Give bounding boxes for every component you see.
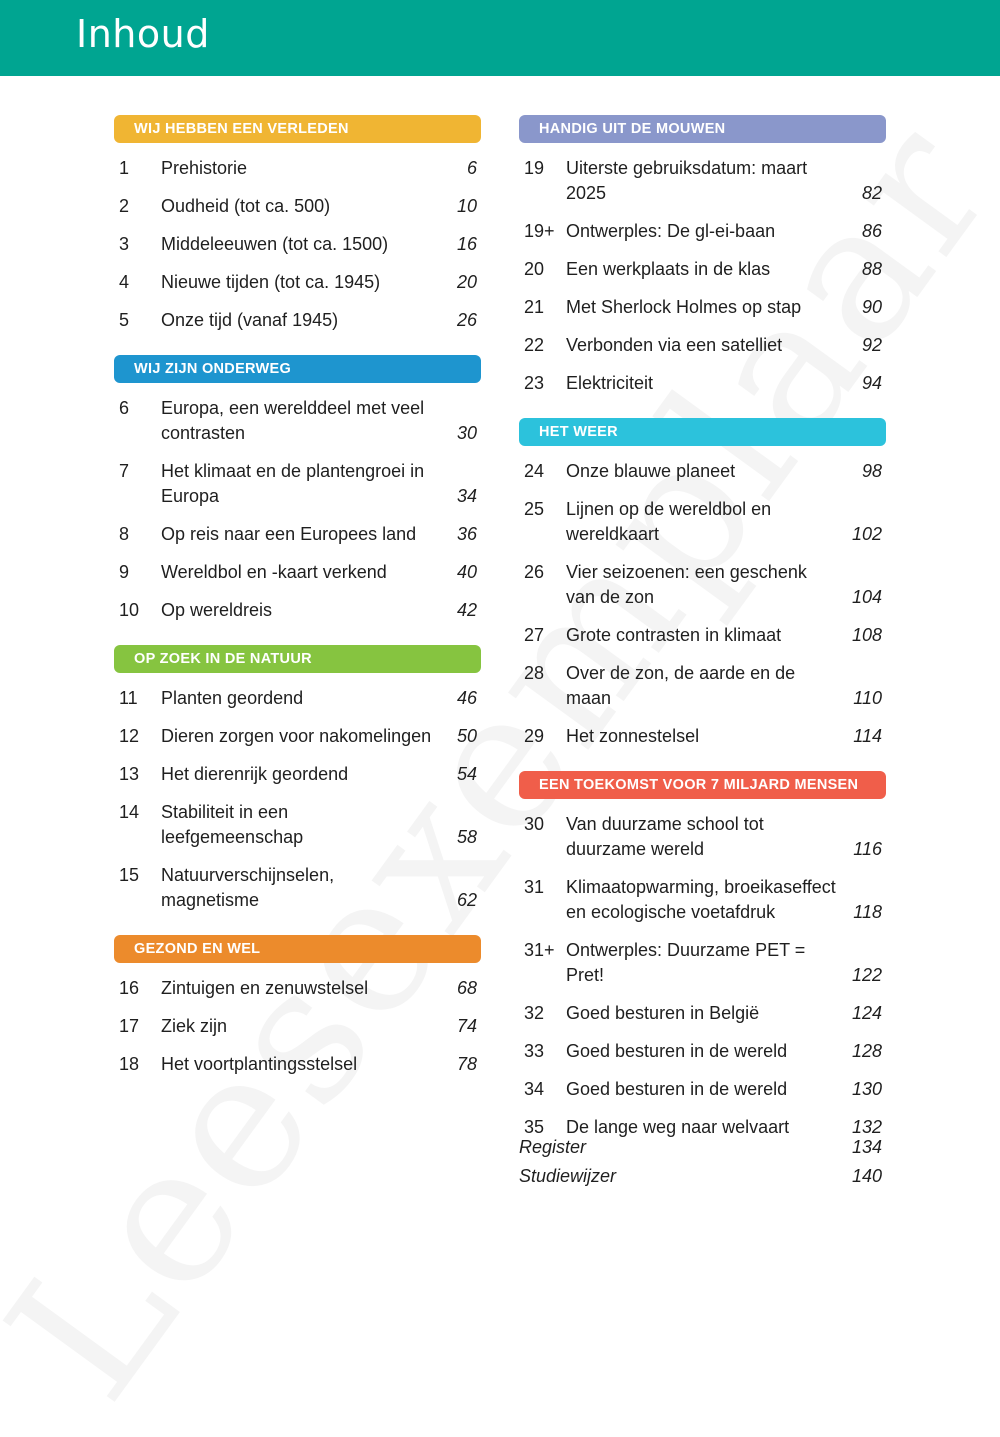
toc-entry[interactable] [114, 800, 481, 850]
chapter-number: 20 [524, 259, 545, 279]
page-number: 98 [861, 461, 882, 481]
toc-entry[interactable] [519, 497, 886, 547]
toc-entry[interactable] [114, 560, 481, 585]
chapter-title: Vier seizoenen: een geschenk van de zon [566, 562, 807, 607]
page-number: 108 [851, 625, 882, 645]
toc-entry[interactable] [519, 812, 886, 862]
chapter-title: Middeleeuwen (tot ca. 1500) [161, 234, 389, 254]
extra-title: Register [519, 1137, 587, 1157]
page-number: 132 [851, 1117, 882, 1137]
section-header: WIJ ZIJN ONDERWEG [114, 355, 481, 383]
chapter-title: Stabiliteit in een leefgemeenschap [161, 802, 304, 847]
page-number: 26 [456, 310, 477, 330]
extra-entry-register[interactable] [519, 1133, 886, 1162]
section-het-weer [519, 418, 886, 749]
header-bar [0, 0, 1000, 76]
page-number: 118 [853, 902, 882, 922]
chapter-number: 5 [119, 310, 130, 330]
chapter-number: 9 [119, 562, 130, 582]
chapter-title: Een werkplaats in de klas [566, 259, 771, 279]
chapter-number: 23 [524, 373, 545, 393]
chapter-title: Wereldbol en -kaart verkend [161, 562, 387, 582]
chapter-title: Elektriciteit [566, 373, 654, 393]
page-number: 46 [456, 688, 477, 708]
chapter-number: 10 [119, 600, 140, 620]
chapter-title: Goed besturen in de wereld [566, 1079, 788, 1099]
toc-entry[interactable] [519, 875, 886, 925]
toc-entry[interactable] [114, 396, 481, 446]
toc-entry[interactable] [519, 1001, 886, 1026]
page-number: 102 [851, 524, 882, 544]
page-title: Inhoud [76, 12, 210, 56]
chapter-number: 19+ [524, 221, 555, 241]
toc-entry[interactable] [114, 724, 481, 749]
extras-list [519, 1133, 886, 1191]
chapter-title: Onze blauwe planeet [566, 461, 736, 481]
toc-entry[interactable] [519, 560, 886, 610]
chapter-number: 21 [524, 297, 545, 317]
chapter-title: Natuurverschijnselen, magnetisme [161, 865, 335, 910]
chapter-number: 17 [119, 1016, 140, 1036]
section-header: WIJ HEBBEN EEN VERLEDEN [114, 115, 481, 143]
chapter-title: Nieuwe tijden (tot ca. 1945) [161, 272, 381, 292]
chapter-title: Op reis naar een Europees land [161, 524, 417, 544]
page-number: 124 [851, 1003, 882, 1023]
toc-entry[interactable] [519, 1039, 886, 1064]
chapter-number: 27 [524, 625, 545, 645]
chapter-title: Lijnen op de wereldbol en wereldkaart [566, 499, 772, 544]
page-number: 54 [456, 764, 477, 784]
chapter-title: Goed besturen in België [566, 1003, 760, 1023]
chapter-number: 14 [119, 802, 140, 822]
page-number: 16 [456, 234, 477, 254]
toc-entry[interactable] [114, 459, 481, 509]
toc-entry[interactable] [114, 686, 481, 711]
page-number: 50 [456, 726, 477, 746]
chapter-title: Ontwerples: De gl-ei-baan [566, 221, 776, 241]
chapter-number: 7 [119, 461, 130, 481]
toc-entry[interactable] [114, 598, 481, 623]
page-number: 42 [456, 600, 477, 620]
chapter-title: Klimaatopwarming, broeikaseffect en ecologische voetafdruk [566, 877, 836, 922]
chapter-title: Van duurzame school tot duurzame wereld [566, 814, 764, 859]
page-number: 116 [853, 839, 882, 859]
page-number: 110 [853, 688, 882, 708]
page-number: 82 [861, 183, 882, 203]
page-number: 40 [456, 562, 477, 582]
toc-entry[interactable] [519, 371, 886, 396]
toc-entry[interactable] [519, 938, 886, 988]
chapter-title: De lange weg naar welvaart [566, 1117, 790, 1137]
toc-entry[interactable] [114, 1052, 481, 1077]
chapter-number: 24 [524, 461, 545, 481]
page-number: 20 [456, 272, 477, 292]
section-wij-hebben-een-verleden [114, 115, 481, 333]
toc-entry[interactable] [519, 257, 886, 282]
chapter-title: Planten geordend [161, 688, 304, 708]
page-number: 92 [861, 335, 882, 355]
chapter-title: Het dierenrijk geordend [161, 764, 349, 784]
chapter-number: 29 [524, 726, 545, 746]
page-number: 104 [851, 587, 882, 607]
toc-entry[interactable] [114, 232, 481, 257]
toc-entry[interactable] [519, 156, 886, 206]
section-handig-uit-de-mouwen [519, 115, 886, 396]
toc-entry[interactable] [519, 661, 886, 711]
toc-entry[interactable] [519, 1077, 886, 1102]
toc-entry[interactable] [114, 156, 481, 181]
chapter-title: Dieren zorgen voor nakomelingen [161, 726, 432, 746]
right-column [519, 115, 886, 1162]
section-header: EEN TOEKOMST VOOR 7 MILJARD MENSEN [519, 771, 886, 799]
chapter-title: Met Sherlock Holmes op stap [566, 297, 802, 317]
page-number: 10 [456, 196, 477, 216]
toc-entry[interactable] [114, 522, 481, 547]
chapter-title: Oudheid (tot ca. 500) [161, 196, 331, 216]
page-number: 94 [861, 373, 882, 393]
extra-entry-studiewijzer[interactable] [519, 1162, 886, 1191]
page-number: 34 [456, 486, 477, 506]
chapter-number: 30 [524, 814, 545, 834]
page-number: 74 [456, 1016, 477, 1036]
chapter-number: 28 [524, 663, 545, 683]
chapter-number: 8 [119, 524, 130, 544]
chapter-title: Verbonden via een satelliet [566, 335, 783, 355]
extra-title: Studiewijzer [519, 1166, 617, 1186]
section-header: OP ZOEK IN DE NATUUR [114, 645, 481, 673]
page-number: 88 [861, 259, 882, 279]
chapter-number: 31+ [524, 940, 555, 960]
toc-entry[interactable] [114, 270, 481, 295]
chapter-title: Het zonnestelsel [566, 726, 700, 746]
section-header: GEZOND EN WEL [114, 935, 481, 963]
toc-entry[interactable] [519, 623, 886, 648]
chapter-number: 1 [119, 158, 130, 178]
toc-entry[interactable] [114, 1014, 481, 1039]
chapter-number: 15 [119, 865, 140, 885]
page-number: 90 [861, 297, 882, 317]
chapter-number: 26 [524, 562, 545, 582]
section-wij-zijn-onderweg [114, 355, 481, 623]
page-number: 30 [456, 423, 477, 443]
chapter-title: Onze tijd (vanaf 1945) [161, 310, 339, 330]
chapter-number: 31 [524, 877, 545, 897]
chapter-number: 11 [119, 688, 138, 708]
page-number: 140 [851, 1166, 882, 1186]
chapter-title: Uiterste gebruiksdatum: maart 2025 [566, 158, 808, 203]
left-column [114, 115, 481, 1099]
chapter-title: Op wereldreis [161, 600, 273, 620]
chapter-number: 34 [524, 1079, 545, 1099]
chapter-title: Het klimaat en de plantengroei in Europa [161, 461, 425, 506]
chapter-title: Het voortplantingsstelsel [161, 1054, 358, 1074]
chapter-number: 4 [119, 272, 130, 292]
section-header: HET WEER [519, 418, 886, 446]
section-op-zoek-in-de-natuur [114, 645, 481, 913]
chapter-number: 33 [524, 1041, 545, 1061]
chapter-number: 12 [119, 726, 140, 746]
chapter-number: 18 [119, 1054, 140, 1074]
chapter-number: 25 [524, 499, 545, 519]
chapter-title: Ontwerples: Duurzame PET = Pret! [566, 940, 806, 985]
chapter-number: 6 [119, 398, 130, 418]
toc-entry[interactable] [519, 219, 886, 244]
toc-entry[interactable] [519, 295, 886, 320]
toc-entry[interactable] [519, 459, 886, 484]
chapter-number: 3 [119, 234, 130, 254]
chapter-number: 19 [524, 158, 545, 178]
page-number: 130 [851, 1079, 882, 1099]
toc-entry[interactable] [114, 194, 481, 219]
chapter-number: 32 [524, 1003, 545, 1023]
page-number: 62 [456, 890, 477, 910]
section-een-toekomst-voor-7-miljard-mensen [519, 771, 886, 1140]
chapter-number: 16 [119, 978, 140, 998]
chapter-number: 13 [119, 764, 140, 784]
page-number: 122 [851, 965, 882, 985]
page-number: 58 [456, 827, 477, 847]
page-number: 68 [456, 978, 477, 998]
section-header: HANDIG UIT DE MOUWEN [519, 115, 886, 143]
page-number: 78 [456, 1054, 477, 1074]
page-number: 134 [851, 1137, 882, 1157]
page-number: 86 [861, 221, 882, 241]
toc-entry[interactable] [114, 762, 481, 787]
chapter-title: Zintuigen en zenuwstelsel [161, 978, 369, 998]
chapter-title: Europa, een werelddeel met veel contrasten [161, 398, 425, 443]
chapter-title: Goed besturen in de wereld [566, 1041, 788, 1061]
section-gezond-en-wel [114, 935, 481, 1077]
page-number: 36 [456, 524, 477, 544]
chapter-title: Ziek zijn [161, 1016, 228, 1036]
page-number: 128 [851, 1041, 882, 1061]
toc-entry[interactable] [519, 724, 886, 749]
chapter-title: Grote contrasten in klimaat [566, 625, 782, 645]
chapter-number: 2 [119, 196, 130, 216]
page-number: 6 [466, 158, 477, 178]
toc-entry[interactable] [519, 333, 886, 358]
toc-entry[interactable] [114, 863, 481, 913]
chapter-number: 22 [524, 335, 545, 355]
toc-entry[interactable] [114, 976, 481, 1001]
chapter-title: Prehistorie [161, 158, 248, 178]
chapter-number: 35 [524, 1117, 545, 1137]
chapter-title: Over de zon, de aarde en de maan [566, 663, 796, 708]
page-number: 114 [853, 726, 882, 746]
toc-entry[interactable] [114, 308, 481, 333]
